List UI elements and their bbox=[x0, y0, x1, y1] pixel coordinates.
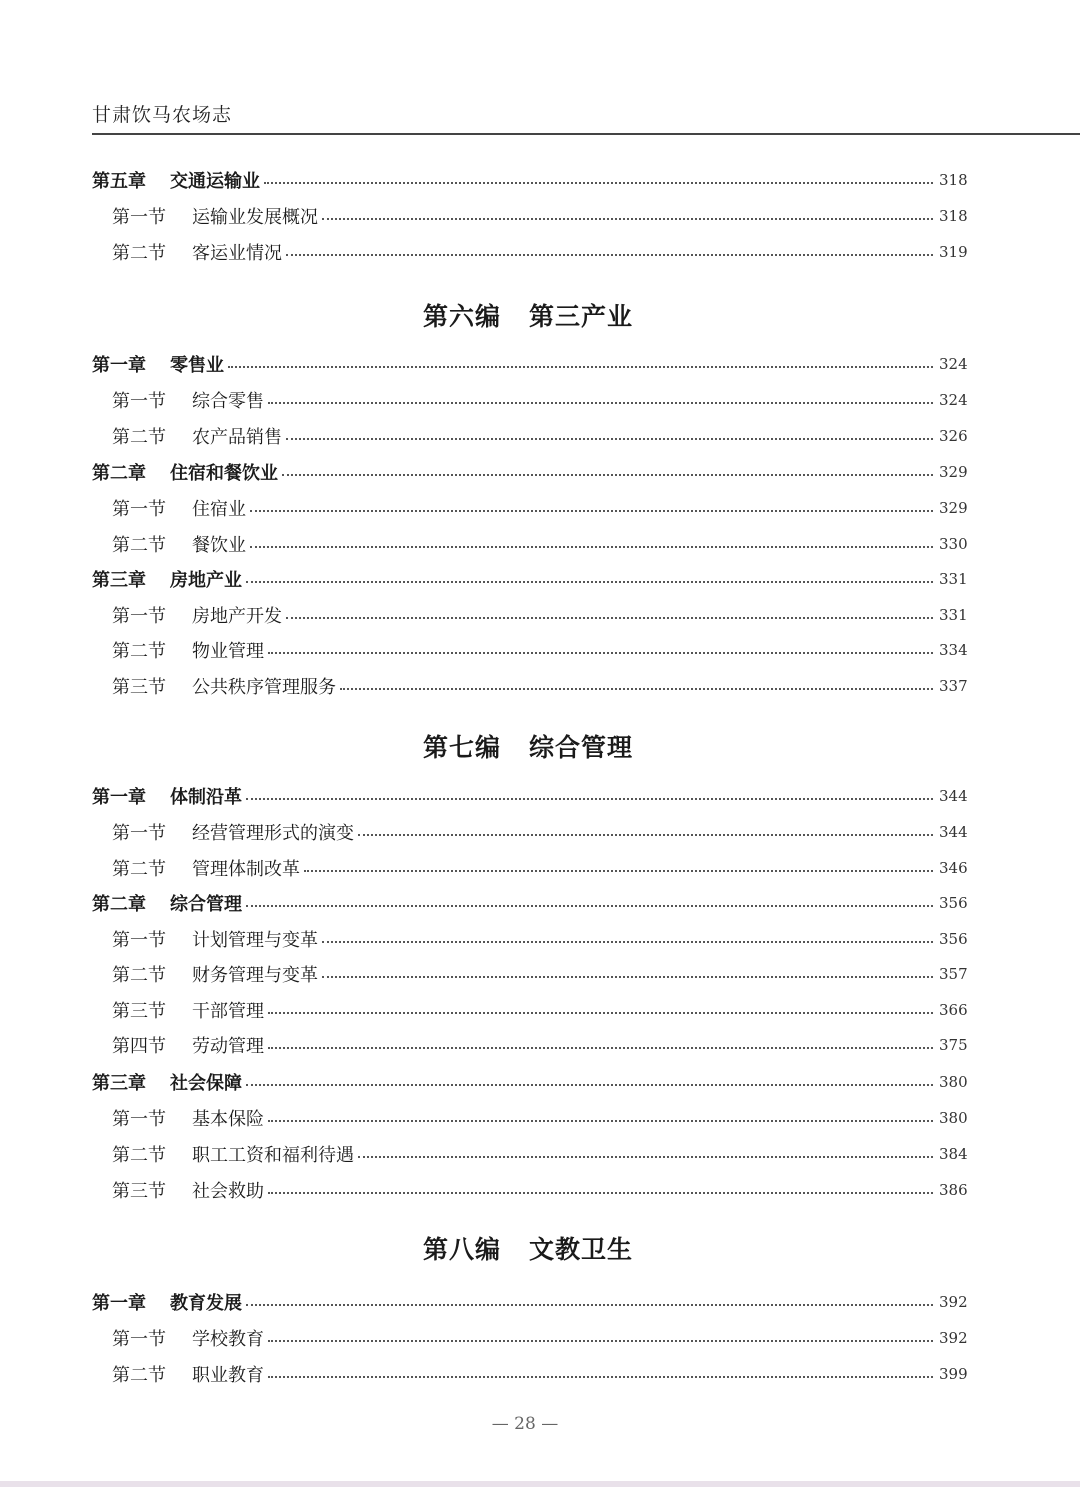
toc-section-entry[interactable] bbox=[112, 1140, 968, 1168]
toc-section-entry[interactable] bbox=[112, 1104, 968, 1132]
page-ref: 330 bbox=[939, 535, 968, 553]
toc-section-entry[interactable] bbox=[112, 1031, 968, 1059]
toc-section-entry[interactable] bbox=[112, 1324, 968, 1352]
page-ref: 329 bbox=[939, 463, 968, 481]
part-title: 文教卫生 bbox=[529, 1235, 634, 1264]
section-number: 第二节 bbox=[112, 965, 166, 986]
section-number: 第三节 bbox=[112, 1001, 166, 1022]
toc-section-entry[interactable] bbox=[112, 960, 968, 988]
toc-section-entry[interactable] bbox=[112, 1176, 968, 1204]
dot-leader bbox=[246, 905, 933, 907]
section-title: 住宿业 bbox=[192, 499, 246, 520]
dot-leader bbox=[246, 798, 933, 800]
section-number: 第一节 bbox=[112, 823, 166, 844]
section-title: 房地产开发 bbox=[192, 606, 282, 627]
section-number: 第一节 bbox=[112, 930, 166, 951]
dot-leader bbox=[246, 1084, 933, 1086]
toc-section-entry[interactable] bbox=[112, 530, 968, 558]
section-title: 客运业情况 bbox=[192, 243, 282, 264]
toc-section-entry[interactable] bbox=[112, 925, 968, 953]
dot-leader bbox=[268, 1340, 933, 1342]
section-number: 第二节 bbox=[112, 859, 166, 880]
page-ref: 392 bbox=[939, 1329, 968, 1347]
section-title: 物业管理 bbox=[192, 641, 264, 662]
dot-leader bbox=[268, 1376, 933, 1378]
dot-leader bbox=[358, 1156, 933, 1158]
toc-section-entry[interactable] bbox=[112, 202, 968, 230]
section-title: 社会救助 bbox=[192, 1181, 264, 1202]
section-number: 第一节 bbox=[112, 1109, 166, 1130]
page-ref: 324 bbox=[939, 355, 968, 373]
dot-leader bbox=[286, 254, 933, 256]
section-title: 劳动管理 bbox=[192, 1036, 264, 1057]
section-number: 第三节 bbox=[112, 677, 166, 698]
section-number: 第二节 bbox=[112, 427, 166, 448]
dot-leader bbox=[282, 474, 933, 476]
section-title: 干部管理 bbox=[192, 1001, 264, 1022]
page-ref: 318 bbox=[939, 171, 968, 189]
toc-chapter-entry[interactable] bbox=[92, 565, 968, 593]
part-label: 第七编 bbox=[423, 733, 502, 762]
section-title: 基本保险 bbox=[192, 1109, 264, 1130]
page-ref: 375 bbox=[939, 1036, 968, 1054]
chapter-title: 房地产业 bbox=[170, 570, 242, 591]
dot-leader bbox=[246, 1304, 933, 1306]
chapter-number: 第一章 bbox=[92, 787, 146, 808]
page-ref: 324 bbox=[939, 391, 968, 409]
dot-leader bbox=[286, 617, 933, 619]
section-title: 计划管理与变革 bbox=[192, 930, 318, 951]
toc-section-entry[interactable] bbox=[112, 854, 968, 882]
toc-chapter-entry[interactable] bbox=[92, 350, 968, 378]
section-title: 运输业发展概况 bbox=[192, 207, 318, 228]
toc-chapter-entry[interactable] bbox=[92, 458, 968, 486]
page-ref: 319 bbox=[939, 243, 968, 261]
toc-chapter-entry[interactable] bbox=[92, 1068, 968, 1096]
part-heading bbox=[423, 728, 633, 764]
section-number: 第二节 bbox=[112, 641, 166, 662]
dot-leader bbox=[228, 366, 933, 368]
page-ref: 366 bbox=[939, 1001, 968, 1019]
toc-chapter-entry[interactable] bbox=[92, 889, 968, 917]
chapter-number: 第三章 bbox=[92, 570, 146, 591]
dot-leader bbox=[358, 834, 933, 836]
dot-leader bbox=[264, 182, 933, 184]
part-heading bbox=[423, 297, 633, 333]
dot-leader bbox=[250, 546, 933, 548]
section-title: 职工工资和福利待遇 bbox=[192, 1145, 354, 1166]
page-ref: 380 bbox=[939, 1109, 968, 1127]
chapter-title: 教育发展 bbox=[170, 1293, 242, 1314]
chapter-title: 体制沿革 bbox=[170, 787, 242, 808]
toc-section-entry[interactable] bbox=[112, 818, 968, 846]
chapter-title: 住宿和餐饮业 bbox=[170, 463, 278, 484]
chapter-title: 综合管理 bbox=[170, 894, 242, 915]
page-ref: 337 bbox=[939, 677, 968, 695]
section-title: 公共秩序管理服务 bbox=[192, 677, 336, 698]
section-title: 经营管理形式的演变 bbox=[192, 823, 354, 844]
toc-section-entry[interactable] bbox=[112, 1360, 968, 1388]
page-ref: 331 bbox=[939, 606, 968, 624]
page-edge bbox=[0, 1481, 1080, 1487]
section-title: 综合零售 bbox=[192, 391, 264, 412]
section-number: 第二节 bbox=[112, 243, 166, 264]
dot-leader bbox=[268, 1192, 933, 1194]
page-ref: 344 bbox=[939, 787, 968, 805]
page-ref: 399 bbox=[939, 1365, 968, 1383]
toc-section-entry[interactable] bbox=[112, 672, 968, 700]
toc-section-entry[interactable] bbox=[112, 238, 968, 266]
page-ref: 329 bbox=[939, 499, 968, 517]
page-ref: 344 bbox=[939, 823, 968, 841]
page-ref: 318 bbox=[939, 207, 968, 225]
chapter-number: 第一章 bbox=[92, 1293, 146, 1314]
chapter-number: 第二章 bbox=[92, 894, 146, 915]
dot-leader bbox=[246, 581, 933, 583]
page-ref: 356 bbox=[939, 930, 968, 948]
dot-leader bbox=[250, 510, 933, 512]
page-ref: 334 bbox=[939, 641, 968, 659]
toc-section-entry[interactable] bbox=[112, 494, 968, 522]
toc-chapter-entry[interactable] bbox=[92, 1288, 968, 1316]
page-ref: 357 bbox=[939, 965, 968, 983]
chapter-title: 交通运输业 bbox=[170, 171, 260, 192]
chapter-number: 第一章 bbox=[92, 355, 146, 376]
toc-section-entry[interactable] bbox=[112, 996, 968, 1024]
part-title: 第三产业 bbox=[529, 302, 634, 331]
section-title: 职业教育 bbox=[192, 1365, 264, 1386]
part-title: 综合管理 bbox=[529, 733, 634, 762]
dot-leader bbox=[286, 438, 933, 440]
part-label: 第六编 bbox=[423, 302, 502, 331]
section-title: 学校教育 bbox=[192, 1329, 264, 1350]
section-number: 第四节 bbox=[112, 1036, 166, 1057]
page-ref: 326 bbox=[939, 427, 968, 445]
chapter-title: 零售业 bbox=[170, 355, 224, 376]
dot-leader bbox=[322, 218, 933, 220]
page-ref: 346 bbox=[939, 859, 968, 877]
dot-leader bbox=[340, 688, 933, 690]
chapter-number: 第二章 bbox=[92, 463, 146, 484]
toc-chapter-entry[interactable] bbox=[92, 166, 968, 194]
toc-section-entry[interactable] bbox=[112, 386, 968, 414]
toc-section-entry[interactable] bbox=[112, 636, 968, 664]
section-title: 农产品销售 bbox=[192, 427, 282, 448]
chapter-title: 社会保障 bbox=[170, 1073, 242, 1094]
section-title: 餐饮业 bbox=[192, 535, 246, 556]
section-number: 第二节 bbox=[112, 1145, 166, 1166]
page-ref: 356 bbox=[939, 894, 968, 912]
book-title: 甘肃饮马农场志 bbox=[92, 104, 233, 126]
dot-leader bbox=[268, 1012, 933, 1014]
section-title: 财务管理与变革 bbox=[192, 965, 318, 986]
section-number: 第二节 bbox=[112, 535, 166, 556]
toc-chapter-entry[interactable] bbox=[92, 782, 968, 810]
header-rule bbox=[92, 133, 1080, 135]
page-ref: 386 bbox=[939, 1181, 968, 1199]
page-ref: 331 bbox=[939, 570, 968, 588]
dot-leader bbox=[268, 402, 933, 404]
dot-leader bbox=[268, 652, 933, 654]
toc-section-entry[interactable] bbox=[112, 601, 968, 629]
toc-section-entry[interactable] bbox=[112, 422, 968, 450]
section-number: 第一节 bbox=[112, 606, 166, 627]
part-heading bbox=[423, 1230, 633, 1266]
section-number: 第一节 bbox=[112, 207, 166, 228]
chapter-number: 第三章 bbox=[92, 1073, 146, 1094]
section-number: 第二节 bbox=[112, 1365, 166, 1386]
part-label: 第八编 bbox=[423, 1235, 502, 1264]
page-number: — 28 — bbox=[491, 1414, 559, 1434]
dot-leader bbox=[322, 941, 933, 943]
page-ref: 384 bbox=[939, 1145, 968, 1163]
chapter-number: 第五章 bbox=[92, 171, 146, 192]
dot-leader bbox=[268, 1120, 933, 1122]
section-title: 管理体制改革 bbox=[192, 859, 300, 880]
page-ref: 392 bbox=[939, 1293, 968, 1311]
section-number: 第三节 bbox=[112, 1181, 166, 1202]
section-number: 第一节 bbox=[112, 499, 166, 520]
section-number: 第一节 bbox=[112, 391, 166, 412]
section-number: 第一节 bbox=[112, 1329, 166, 1350]
dot-leader bbox=[268, 1047, 933, 1049]
dot-leader bbox=[304, 870, 933, 872]
page-ref: 380 bbox=[939, 1073, 968, 1091]
dot-leader bbox=[322, 976, 933, 978]
